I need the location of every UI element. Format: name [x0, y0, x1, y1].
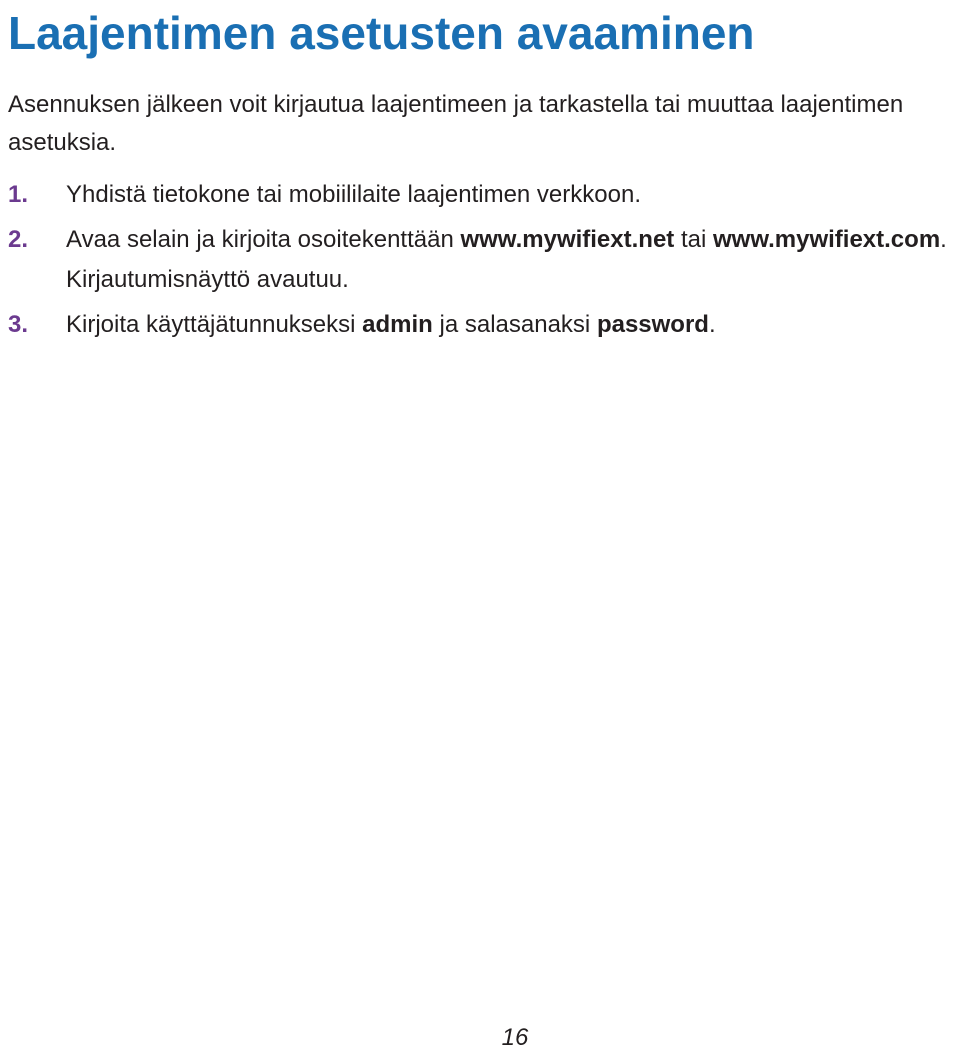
url-net: www.mywifiext.net: [460, 226, 675, 253]
step-number: 3.: [8, 311, 29, 338]
step-text: Yhdistä tietokone tai mobiililaite laajentimen verkkoon.: [66, 181, 641, 208]
step-number: 2.: [8, 226, 29, 253]
password-value: password: [596, 311, 709, 338]
step-text-between: tai: [674, 226, 713, 253]
page-number: 16: [501, 1024, 529, 1051]
step-text-after: .: [708, 311, 716, 338]
url-com: www.mywifiext.com: [712, 226, 941, 253]
step-1: [8, 176, 953, 214]
step-text-between: ja salasanaksi: [432, 311, 597, 338]
intro-paragraph: Asennuksen jälkeen voit kirjautua laajentimeen ja tarkastella tai muuttaa laajentimen asetuksia.: [8, 91, 904, 156]
step-note: Kirjautumisnäyttö avautuu.: [66, 266, 349, 293]
step-text-after: .: [940, 226, 947, 253]
step-3: [8, 306, 953, 344]
step-number: 1.: [8, 181, 29, 208]
step-text: [66, 306, 953, 344]
step-text-before: Avaa selain ja kirjoita osoitekenttään: [66, 226, 461, 253]
step-text: [66, 221, 953, 259]
username-value: admin: [362, 311, 433, 338]
steps-list: [8, 176, 953, 351]
step-text-before: Kirjoita käyttäjätunnukseksi: [66, 311, 363, 338]
page-title: Laajentimen asetusten avaaminen: [8, 7, 755, 59]
step-2: [8, 221, 953, 299]
